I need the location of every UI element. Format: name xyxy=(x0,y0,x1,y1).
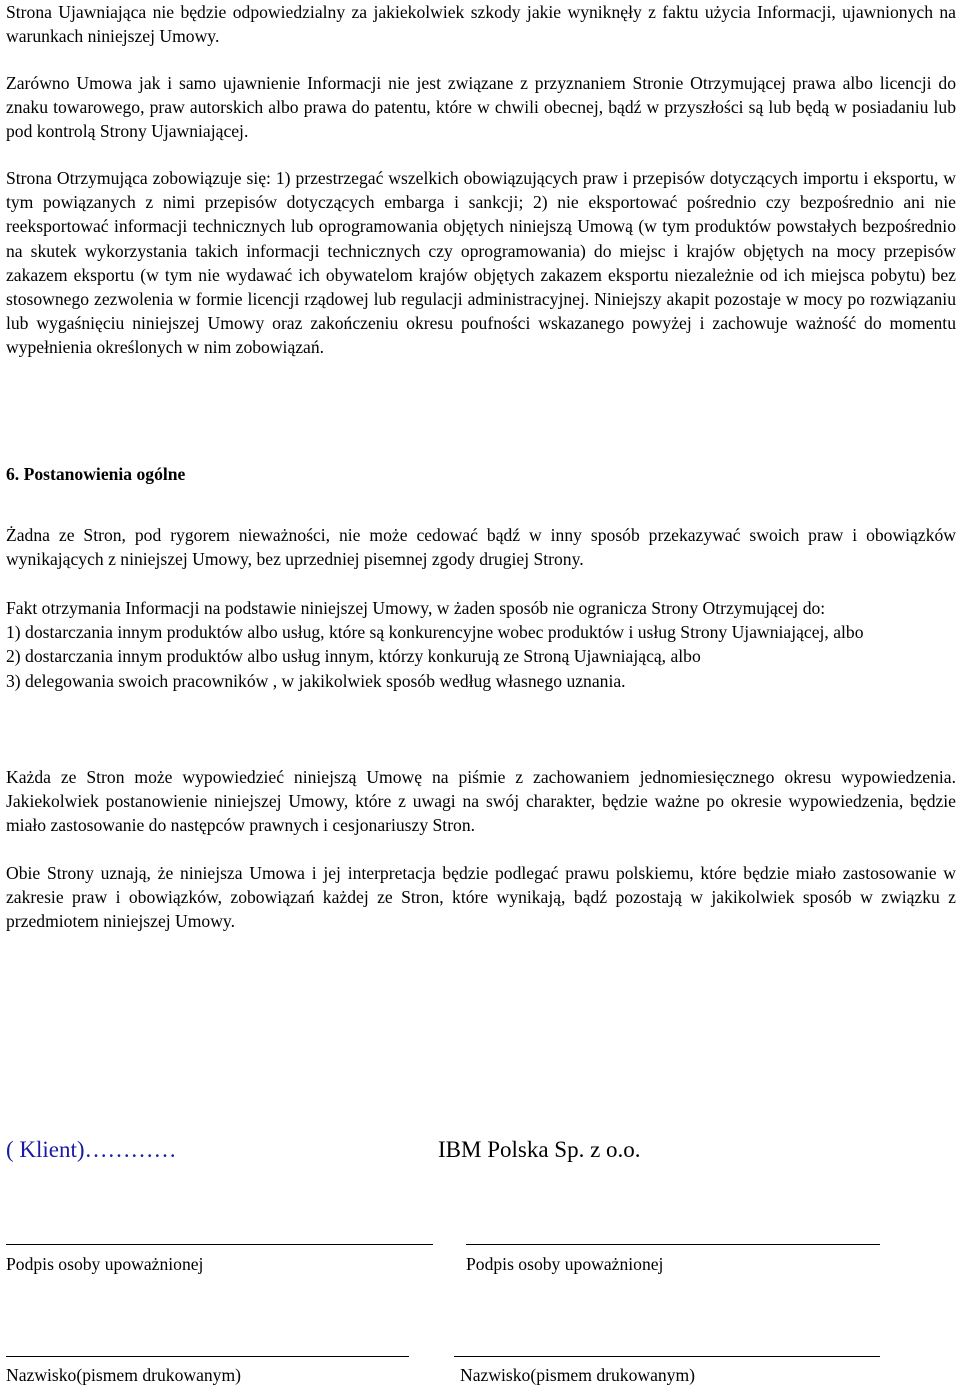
section6-list-item-1: 1) dostarczania innym produktów albo usług, które są konkurencyjne wobec produktów i usług Strony Ujawniającej, albo xyxy=(6,622,864,643)
section6-paragraph-2 xyxy=(6,596,956,693)
left-name-label: Nazwisko(pismem drukowanym) xyxy=(6,1365,242,1385)
client-party-name: ( Klient)………… xyxy=(6,1137,177,1162)
section6-paragraph-2-line: Fakt otrzymania Informacji na podstawie niniejszej Umowy, w żaden sposób nie ogranicza Strony Otrzymującej do: xyxy=(6,598,826,618)
section-heading: 6. Postanowienia ogólne xyxy=(6,464,186,484)
section6-list-item-3: 3) delegowania swoich pracowników , w jakikolwiek sposób według własnego uznania. xyxy=(6,670,626,691)
left-name-line xyxy=(6,1356,409,1357)
left-signature-label: Podpis osoby upoważnionej xyxy=(6,1254,204,1274)
intro-paragraph-2: Zarówno Umowa jak i samo ujawnienie Informacji nie jest związane z przyznaniem Stronie Otrzymującej prawa albo licencji do znaku towarowego, praw autorskich albo prawa do patentu, które w chwili obecnej, bądź w przyszłości są lub będą w posiadaniu lub pod kontrolą Strony Ujawniającej. xyxy=(6,73,956,142)
right-name-line xyxy=(454,1356,880,1357)
section6-paragraph-1: Żadna ze Stron, pod rygorem nieważności, nie może cedować bądź w inny sposób przekazywać swoich praw i obowiązków wynikających z niniejszej Umowy, bez uprzedniej pisemnej zgody drugiej Strony. xyxy=(6,525,956,570)
section6-paragraph-4: Obie Strony uznają, że niniejsza Umowa i jej interpretacja będzie podlegać prawu polskiemu, które będzie miało zastosowanie w zakresie praw i obowiązków, zobowiązań każdej ze Stron, które wynikają, bądź pozostają w jakikolwiek sposób w związku z przedmiotem niniejszej Umowy. xyxy=(6,863,956,932)
section6-paragraph-3: Każda ze Stron może wypowiedzieć niniejszą Umowę na piśmie z zachowaniem jednomiesięcznego okresu wypowiedzenia. Jakiekolwiek postanowienie niniejszej Umowy, które z uwagi na swój charakter, będzie ważne po okresie wypowiedzenia, będzie miało zastosowanie do następców prawnych i cesjonariuszy Stron. xyxy=(6,767,956,836)
section6-list-item-2: 2) dostarczania innym produktów albo usług innym, którzy konkurują ze Stroną Ujawniającą, albo xyxy=(6,646,701,667)
intro-paragraph-3: Strona Otrzymująca zobowiązuje się: 1) przestrzegać wszelkich obowiązujących praw i przepisów dotyczących importu i eksportu, w tym powiązanych z nimi przepisów dotyczących embarga i sankcji; 2) nie eksportować pośrednio czy bezpośrednio ani nie reeksportować informacji technicznych lub oprogramowania objętych niniejszą Umową (w tym produktów powstałych bezpośrednio na skutek wykorzystania takich informacji technicznych czy oprogramowania) do miejsc i krajów objętych na mocy przepisów zakazem eksportu (w tym nie wydawać ich obywatelom krajów objętych zakazem eksportu niezależnie od ich miejsca pobytu) bez stosownego zezwolenia w formie licencji rządowej lub regulacji administracyjnej. Niniejszy akapit pozostaje w mocy po rozwiązaniu lub wygaśnięciu niniejszej Umowy oraz zakończeniu okresu poufności wskazanego powyżej i zachowuje ważność do momentu wypełnienia określonych w nim zobowiązań. xyxy=(6,168,956,358)
right-signature-line xyxy=(466,1244,880,1245)
left-signature-line xyxy=(6,1244,433,1245)
ibm-party-name: IBM Polska Sp. z o.o. xyxy=(438,1137,641,1162)
right-name-label: Nazwisko(pismem drukowanym) xyxy=(460,1365,696,1385)
right-signature-label: Podpis osoby upoważnionej xyxy=(466,1254,664,1274)
intro-paragraph-1: Strona Ujawniająca nie będzie odpowiedzialny za jakiekolwiek szkody jakie wyniknęły z faktu użycia Informacji, ujawnionych na warunkach niniejszej Umowy. xyxy=(6,2,956,47)
